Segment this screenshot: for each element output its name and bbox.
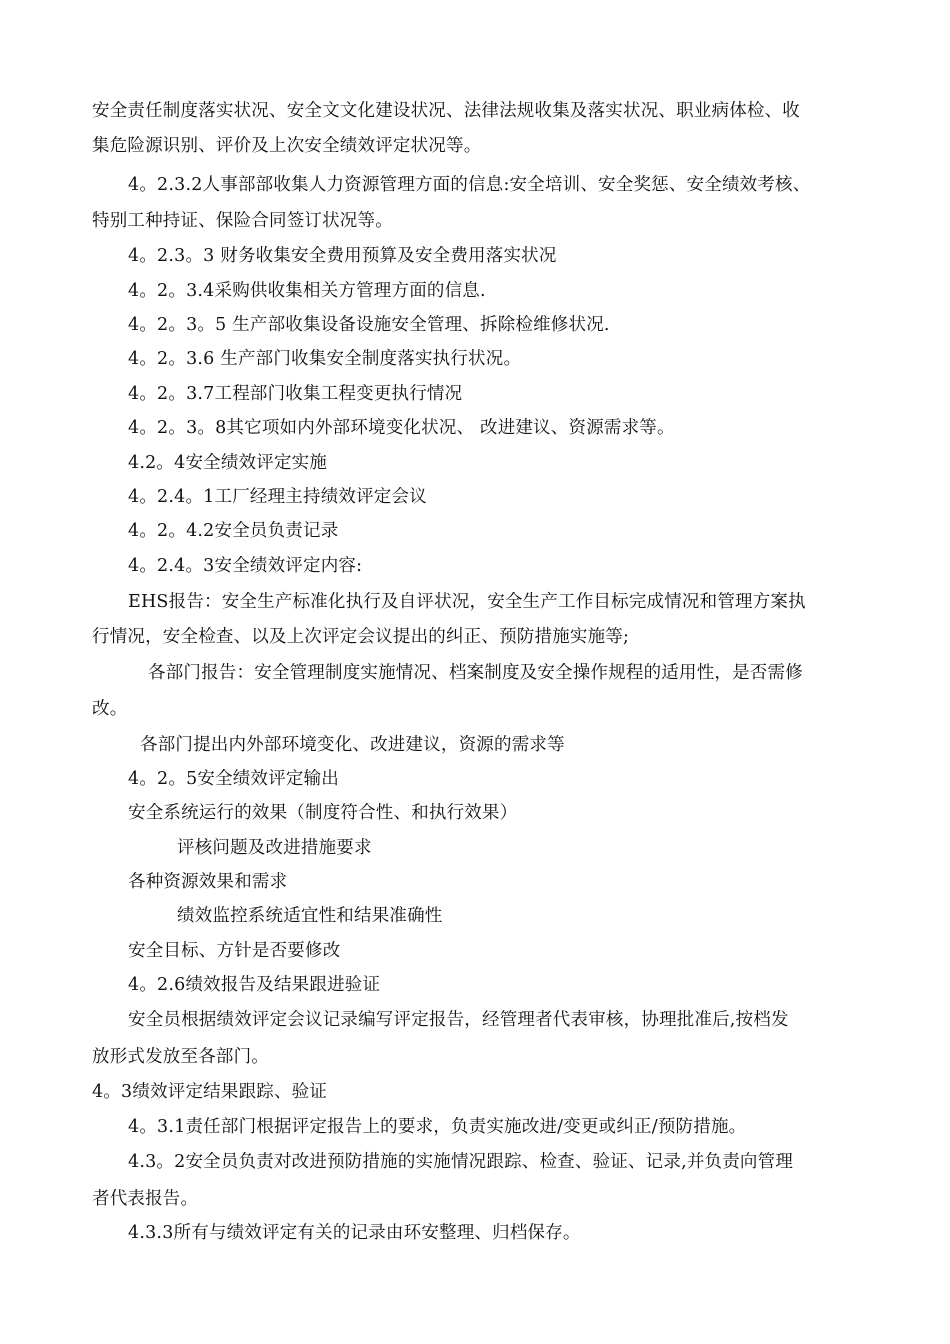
text-line: 4。2。3.6 生产部门收集安全制度落实执行状况。 (128, 349, 522, 369)
text-line: 特别工种持证、保险合同签订状况等。 (92, 211, 393, 231)
text-line: 4。3绩效评定结果跟踪、验证 (92, 1082, 328, 1102)
text-line: 绩效监控系统适宜性和结果准确性 (177, 906, 443, 926)
text-line: 4。2。3。5 生产部收集设备设施安全管理、拆除检维修状况. (128, 315, 610, 335)
text-line: 安全责任制度落实状况、安全文文化建设状况、法律法规收集及落实状况、职业病体检、收 (92, 101, 800, 121)
text-line: 4.3.3所有与绩效评定有关的记录由环安整理、归档保存。 (128, 1223, 581, 1243)
text-line: 4。2。4.2安全员负责记录 (128, 521, 339, 541)
text-line: 4。2。5安全绩效评定输出 (128, 769, 340, 789)
text-line: 4。2.3.2人事部部收集人力资源管理方面的信息:安全培训、安全奖惩、安全绩效考核、 (128, 175, 811, 195)
text-line: 改。 (92, 699, 128, 719)
text-line: 4。2.3。3 财务收集安全费用预算及安全费用落实状况 (128, 246, 557, 266)
text-line: 者代表报告。 (92, 1189, 199, 1209)
text-line: 4。2。3。8其它项如内外部环境变化状况、 改进建议、资源需求等。 (128, 418, 675, 438)
text-line: 4.3。2安全员负责对改进预防措施的实施情况跟踪、检查、验证、记录,并负责向管理 (128, 1152, 794, 1172)
text-line: 各部门报告：安全管理制度实施情况、档案制度及安全操作规程的适用性，是否需修 (148, 663, 803, 683)
text-line: 安全员根据绩效评定会议记录编写评定报告，经管理者代表审核，协理批准后,按档发 (128, 1010, 789, 1030)
text-line: EHS报告：安全生产标准化执行及自评状况，安全生产工作目标完成情况和管理方案执 (128, 592, 806, 612)
text-line: 安全目标、方针是否要修改 (128, 941, 341, 961)
text-line: 行情况，安全检查、以及上次评定会议提出的纠正、预防措施实施等; (92, 627, 630, 647)
text-line: 4。2。3.4采购供收集相关方管理方面的信息. (128, 281, 486, 301)
text-line: 放形式发放至各部门。 (92, 1047, 269, 1067)
text-line: 4.2。4安全绩效评定实施 (128, 453, 328, 473)
text-line: 4。3.1责任部门根据评定报告上的要求，负责实施改进/变更或纠正/预防措施。 (128, 1117, 747, 1137)
text-line: 各种资源效果和需求 (128, 872, 288, 892)
text-line: 评核问题及改进措施要求 (177, 838, 372, 858)
text-line: 4。2.4。1工厂经理主持绩效评定会议 (128, 487, 427, 507)
text-line: 4。2.6绩效报告及结果跟进验证 (128, 975, 381, 995)
text-line: 安全系统运行的效果（制度符合性、和执行效果） (128, 803, 518, 823)
text-line: 4。2.4。3安全绩效评定内容: (128, 556, 363, 576)
text-line: 集危险源识别、评价及上次安全绩效评定状况等。 (92, 136, 482, 156)
text-line: 4。2。3.7工程部门收集工程变更执行情况 (128, 384, 463, 404)
text-line: 各部门提出内外部环境变化、改进建议，资源的需求等 (140, 735, 565, 755)
